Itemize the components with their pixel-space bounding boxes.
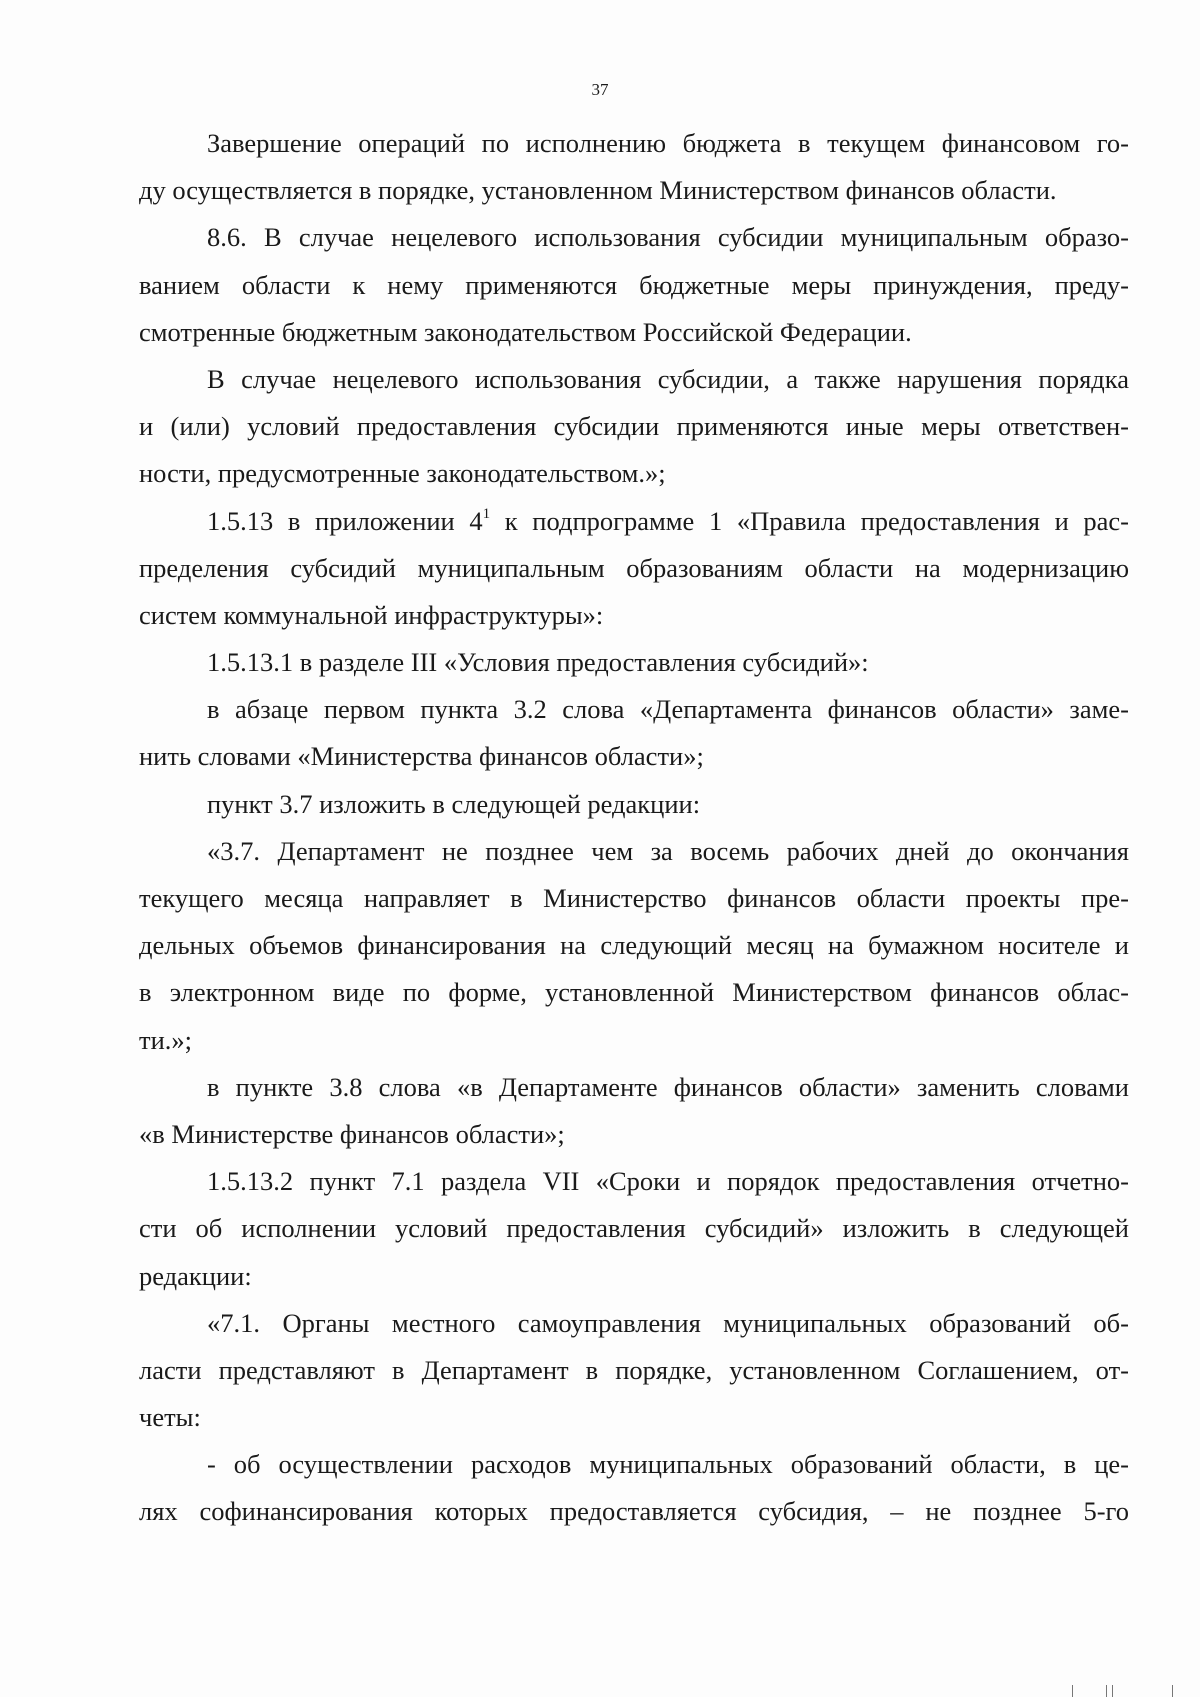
paragraph [139,781,1129,828]
paragraph [139,356,1129,498]
text-line: сти об исполнении условий предоставления субсидий» изложить в следующей [139,1213,1129,1244]
document-body [139,120,1129,1536]
text-line: нить словами «Министерства финансов области»; [139,741,704,772]
text-line: Завершение операций по исполнению бюджета в текущем финансовом го- [207,128,1129,158]
text-line: «3.7. Департамент не позднее чем за восемь рабочих дней до окончания [207,835,1129,866]
text-line: «в Министерстве финансов области»; [139,1118,565,1149]
text-line: дельных объемов финансирования на следующий месяц на бумажном носителе и [139,930,1129,961]
text-line: в электронном виде по форме, установленной Министерством финансов облас- [139,977,1129,1008]
paragraph [139,639,1129,686]
paragraph [139,1441,1129,1535]
scan-edge-marks [1062,1673,1182,1697]
text-line: лях софинансирования которых предоставляется субсидия, – не позднее 5-го [139,1496,1129,1527]
text-segment: 1.5.13 в приложении 4 [207,505,483,536]
text-line: текущего месяца направляет в Министерство финансов области проекты пре- [139,883,1129,913]
paragraph [139,120,1129,214]
text-line: систем коммунальной инфраструктуры»: [139,599,604,630]
page-number: 37 [591,80,609,99]
text-line: ванием области к нему применяются бюджетные меры принуждения, преду- [139,269,1129,300]
text-line: 1.5.13.2 пункт 7.1 раздела VII «Сроки и порядок предоставления отчетно- [207,1166,1129,1197]
text-line: 8.6. В случае нецелевого использования субсидии муниципальным образо- [207,222,1129,253]
text-line: пункт 3.7 изложить в следующей редакции: [207,788,701,819]
superscript: 1 [482,505,491,522]
text-line [139,498,1129,545]
text-line: ти.»; [139,1024,192,1055]
paragraph [139,686,1129,780]
text-line: ласти представляют в Департамент в порядке, установленном Соглашением, от- [139,1354,1129,1385]
text-segment: к подпрограмме 1 «Правила предоставления и рас- [490,505,1129,536]
text-line: пределения субсидий муниципальным образованиям области на модернизацию [139,552,1129,583]
paragraph [139,1300,1129,1442]
paragraph [139,828,1129,1064]
text-line: В случае нецелевого использования субсидии, а также нарушения порядка [207,363,1129,394]
paragraph [139,1064,1129,1158]
text-line: ду осуществляется в порядке, установленном Министерством финансов области. [139,175,1057,206]
text-line: редакции: [139,1260,252,1291]
text-line: - об осуществлении расходов муниципальных образований области, в це- [207,1449,1129,1480]
text-line: в пункте 3.8 слова «в Департаменте финансов области» заменить словами [207,1071,1129,1102]
text-line: четы: [139,1402,201,1433]
paragraph [139,498,1129,640]
text-line: в абзаце первом пункта 3.2 слова «Департамента финансов области» заме- [207,694,1129,725]
text-line: ности, предусмотренные законодательством.»; [139,458,666,489]
text-line: «7.1. Органы местного самоуправления муниципальных образований об- [207,1307,1129,1338]
text-line: смотренные бюджетным законодательством Российской Федерации. [139,316,912,347]
text-line: и (или) условий предоставления субсидии применяются иные меры ответствен- [139,411,1129,442]
paragraph [139,214,1129,356]
text-line: 1.5.13.1 в разделе III «Условия предоставления субсидий»: [207,647,869,678]
paragraph [139,1158,1129,1300]
